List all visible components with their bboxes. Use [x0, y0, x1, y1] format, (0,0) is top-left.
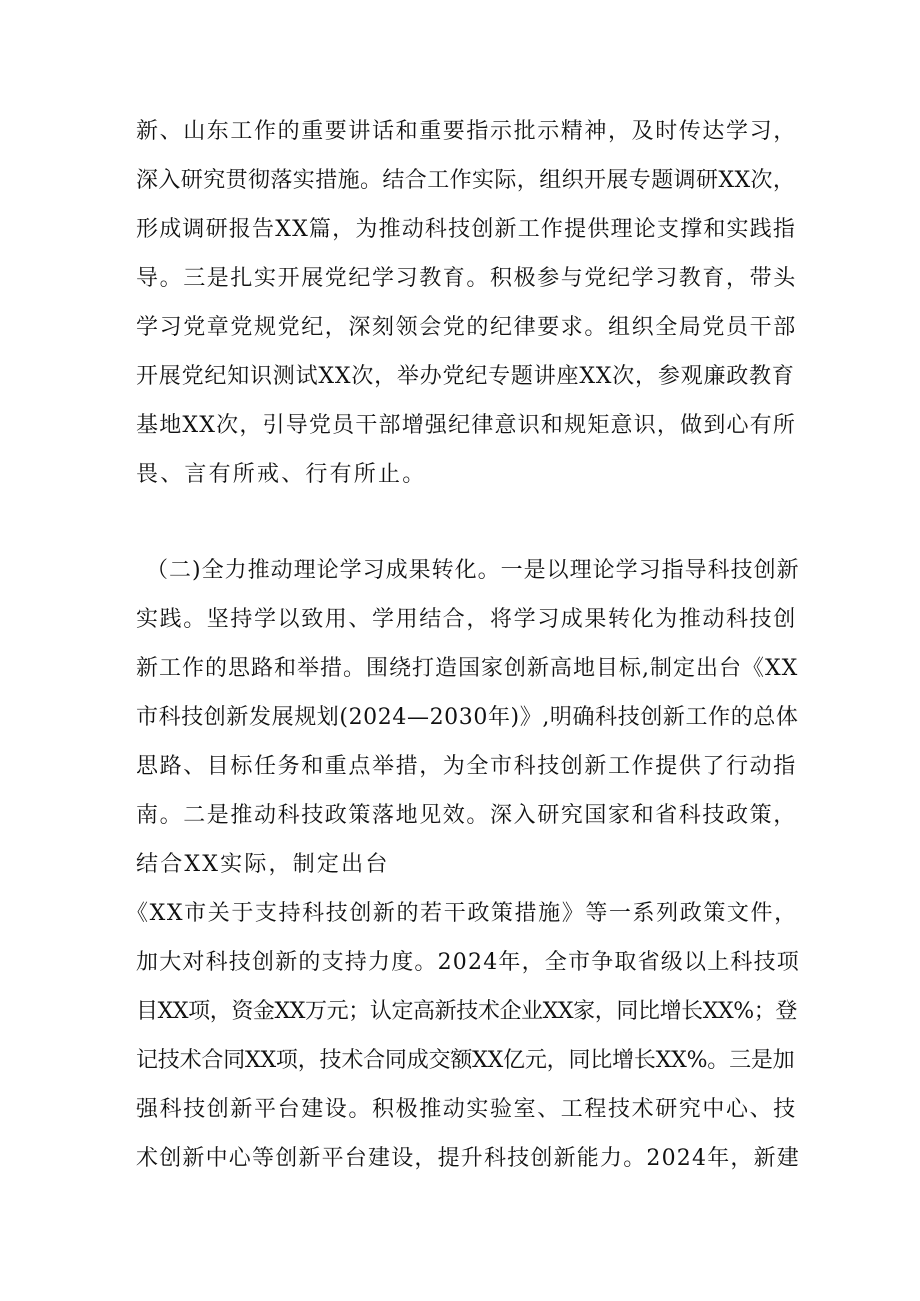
text-line: 学习党章党规党纪，深刻领会党的纪律要求。组织全局党员干部	[136, 315, 797, 340]
text-line: 实践。坚持学以致用、学用结合，将学习成果转化为推动科技创	[136, 607, 797, 632]
text-line: 导。三是扎实开展党纪学习教育。积极参与党纪学习教育，带头	[136, 266, 797, 291]
text-line: 基地XX次，引导党员干部增强纪律意识和规矩意识，做到心有所	[136, 413, 797, 438]
text-line: 思路、目标任务和重点举措，为全市科技创新工作提供了行动指	[136, 754, 797, 779]
text-line: 新、山东工作的重要讲话和重要指示批示精神，及时传达学习，	[136, 119, 797, 144]
text-line: 术创新中心等创新平台建设，提升科技创新能力。2024年，新建	[136, 1146, 800, 1171]
text-line: 结合XX实际，制定出台	[136, 852, 390, 877]
text-line: 加大对科技创新的支持力度。2024年，全市争取省级以上科技项	[136, 950, 800, 975]
text-line: 深入研究贯彻落实措施。结合工作实际，组织开展专题调研XX次，	[136, 168, 796, 193]
section-heading-line: （二)全力推动理论学习成果转化。一是以理论学习指导科技创新	[146, 558, 800, 583]
text-line: 畏、言有所戒、行有所止。	[136, 462, 427, 487]
text-line: 市科技创新发展规划(2024—2030年)》,明确科技创新工作的总体	[136, 705, 799, 730]
text-line: 目XX项，资金XX万元；认定高新技术企业XX家，同比增长XX%；登	[136, 999, 798, 1024]
text-line: 形成调研报告XX篇，为推动科技创新工作提供理论支撑和实践指	[136, 217, 797, 242]
text-line: 南。二是推动科技政策落地见效。深入研究国家和省科技政策，	[136, 803, 797, 828]
text-line: 《XX市关于支持科技创新的若干政策措施》等一系列政策文件，	[126, 901, 798, 926]
text-line: 记技术合同XX项，技术合同成交额XX亿元，同比增长XX%。三是加	[136, 1048, 795, 1073]
text-line: 强科技创新平台建设。积极推动实验室、工程技术研究中心、技	[136, 1097, 797, 1122]
text-line: 开展党纪知识测试XX次，举办党纪专题讲座XX次，参观廉政教育	[136, 364, 795, 389]
text-line: 新工作的思路和举措。围绕打造国家创新高地目标,制定出台《XX	[136, 656, 799, 681]
